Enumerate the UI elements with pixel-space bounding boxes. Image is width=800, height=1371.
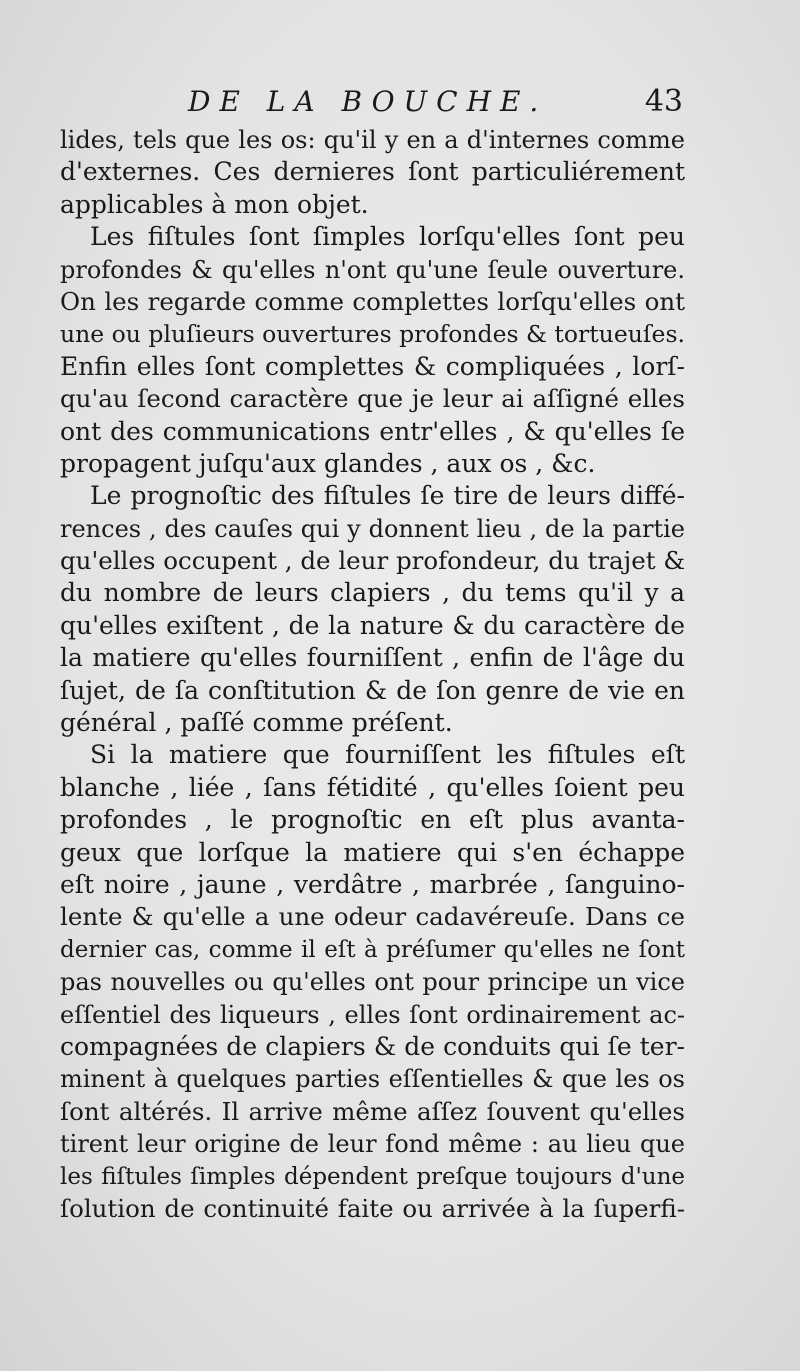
text-line: du nombre de leurs clapiers , du tems qu'il y a [60, 578, 685, 608]
text-line: ſujet, de ſa conſtitution & de ſon genre de vie en [60, 675, 685, 705]
text-line: eſſentiel des liqueurs , elles ſont ordinairement ac- [60, 1000, 685, 1029]
text-line: pas nouvelles ou qu'elles ont pour principe un vice [60, 968, 685, 997]
text-line: général , paſſé comme préſent. [60, 708, 453, 738]
text-line: les fiſtules ſimples dépendent preſque toujours d'une [60, 1163, 685, 1190]
text-line: blanche , liée , ſans fétidité , qu'elles ſoient peu [60, 772, 685, 802]
text-line: Les fiſtules ſont ſimples lorſqu'elles ſont peu [90, 222, 685, 252]
text-line: lente & qu'elle a une odeur cadavéreuſe. Dans ce [60, 902, 685, 932]
page-header [60, 82, 685, 122]
text-line: qu'au ſecond caractère que je leur ai aſſigné elles [60, 384, 685, 414]
text-line: qu'elles exiſtent , de la nature & du caractère de [60, 610, 685, 640]
text-line: d'externes. Ces dernieres ſont particuliérement [60, 157, 685, 187]
text-line: profondes & qu'elles n'ont qu'une ſeule ouverture. [60, 255, 685, 284]
body-text [60, 124, 685, 1225]
text-line: rences , des cauſes qui y donnent lieu , de la partie [60, 514, 685, 543]
text-line: compagnées de clapiers & de conduits qui ſe ter- [60, 1031, 685, 1061]
page-number: 43 [644, 84, 683, 119]
text-line: ont des communications entr'elles , & qu'elles ſe [60, 416, 685, 446]
text-line: dernier cas, comme il eſt à préſumer qu'elles ne ſont [60, 936, 685, 963]
text-line: On les regarde comme complettes lorſqu'elles ont [60, 286, 685, 316]
text-line: ſolution de continuité faite ou arrivée à la ſuperfi- [60, 1193, 685, 1223]
text-line: la matiere qu'elles fourniſſent , enfin de l'âge du [60, 643, 685, 673]
text-line: une ou pluſieurs ouvertures profondes & tortueuſes. [60, 320, 685, 349]
text-line: qu'elles occupent , de leur profondeur, du trajet & [60, 546, 686, 576]
text-line: applicables à mon objet. [60, 189, 369, 219]
text-line: geux que lorſque la matiere qui s'en échappe [60, 837, 685, 867]
text-line: minent à quelques parties eſſentielles & que les os [60, 1065, 685, 1094]
text-line: propagent juſqu'aux glandes , aux os , &c. [60, 448, 596, 478]
text-line: Si la matiere que fourniſſent les fiſtules eſt [90, 740, 685, 770]
text-line: eſt noire , jaune , verdâtre , marbrée , ſanguino- [60, 869, 685, 899]
text-line: tirent leur origine de leur fond même : au lieu que [60, 1130, 685, 1159]
text-line: ſont altérés. Il arrive même aſſez ſouvent qu'elles [60, 1096, 685, 1126]
running-title: DE LA BOUCHE. [188, 85, 548, 118]
text-line: profondes , le prognoſtic en eſt plus avanta- [60, 805, 685, 835]
text-line: lides, tels que les os: qu'il y en a d'internes comme [60, 126, 685, 154]
text-line: Le prognoſtic des fiſtules ſe tire de leurs diffé- [90, 481, 685, 511]
text-line: Enfin elles ſont complettes & compliquées , lorſ- [60, 351, 685, 381]
